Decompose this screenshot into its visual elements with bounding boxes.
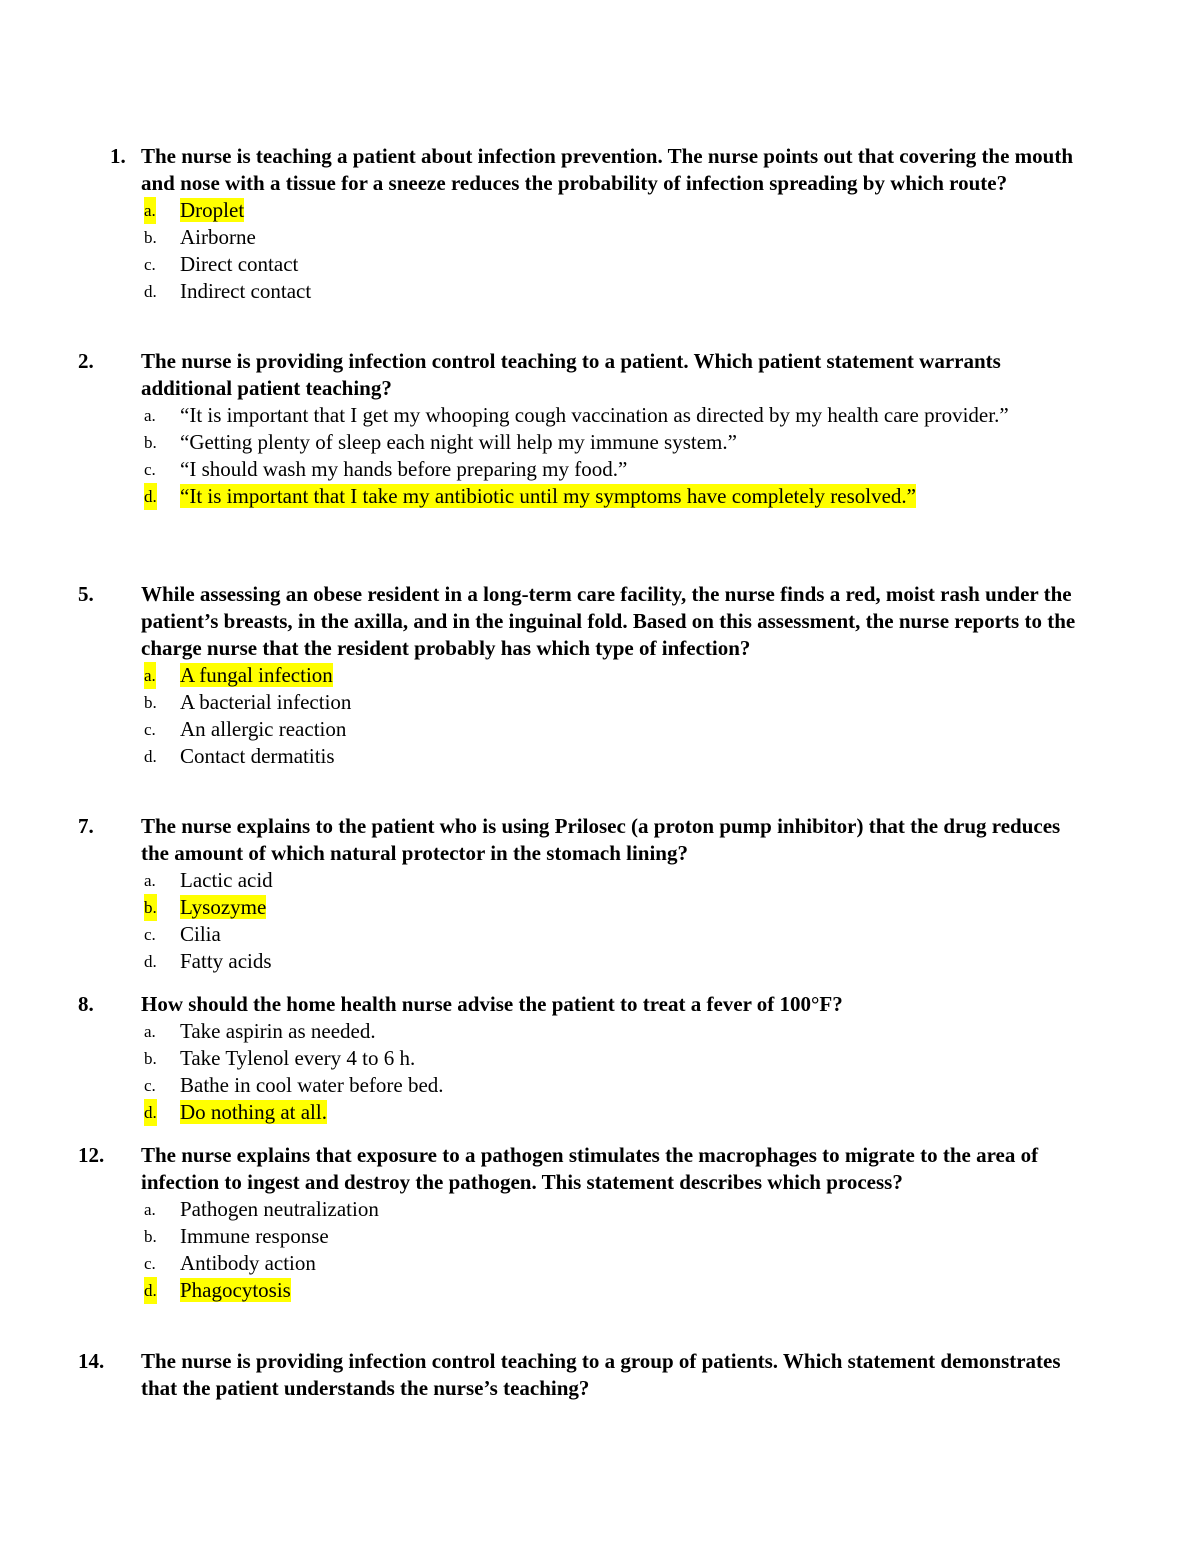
answer-option-d xyxy=(78,483,1078,510)
answer-option-c xyxy=(78,716,1078,743)
option-text: “I should wash my hands before preparing my food.” xyxy=(180,457,628,481)
question-stem xyxy=(78,581,1078,662)
answer-option-a xyxy=(78,1018,1078,1045)
option-text: Bathe in cool water before bed. xyxy=(180,1073,444,1097)
question-number: 7. xyxy=(78,814,94,838)
answer-option-a xyxy=(78,1196,1078,1223)
option-letter: c. xyxy=(144,255,156,274)
question-number: 5. xyxy=(78,582,94,606)
option-text-highlighted: A fungal infection xyxy=(180,663,333,687)
option-text-highlighted: “It is important that I take my antibiotic until my symptoms have completely resolved.” xyxy=(180,484,917,508)
option-text-highlighted: Phagocytosis xyxy=(180,1278,291,1302)
question-number: 1. xyxy=(110,144,126,168)
question-text: The nurse is providing infection control teaching to a group of patients. Which statement demonstrates that the patient understands the nurse’s teaching? xyxy=(141,1349,1061,1400)
option-text: A bacterial infection xyxy=(180,690,352,714)
answer-option-c xyxy=(78,1072,1078,1099)
answer-option-d xyxy=(78,948,1078,975)
option-letter: a. xyxy=(144,406,156,425)
answer-option-a xyxy=(78,662,1078,689)
answer-option-b xyxy=(78,1223,1078,1250)
answer-options xyxy=(78,402,1078,510)
option-text: Take Tylenol every 4 to 6 h. xyxy=(180,1046,416,1070)
answer-option-a xyxy=(78,402,1078,429)
question-text: The nurse is teaching a patient about infection prevention. The nurse points out that covering the mouth and nose with a tissue for a sneeze reduces the probability of infection spreading by which route? xyxy=(141,144,1074,195)
question-12 xyxy=(78,1142,1078,1304)
option-letter: b. xyxy=(144,1049,157,1068)
option-text: Indirect contact xyxy=(180,279,312,303)
answer-option-d xyxy=(78,278,1078,305)
question-number: 8. xyxy=(78,992,94,1016)
answer-options xyxy=(78,1018,1078,1126)
option-letter: c. xyxy=(144,460,156,479)
option-letter: b. xyxy=(144,894,157,921)
answer-options xyxy=(78,867,1078,975)
answer-option-c xyxy=(78,251,1078,278)
question-5 xyxy=(78,581,1078,770)
question-8 xyxy=(78,991,1078,1126)
option-letter: c. xyxy=(144,925,156,944)
option-letter: a. xyxy=(144,871,156,890)
option-letter: d. xyxy=(144,1277,157,1304)
question-text: The nurse explains to the patient who is using Prilosec (a proton pump inhibitor) that the drug reduces the amount of which natural protector in the stomach lining? xyxy=(141,814,1061,865)
option-text: “Getting plenty of sleep each night will help my immune system.” xyxy=(180,430,737,454)
option-text: Contact dermatitis xyxy=(180,744,335,768)
answer-option-d xyxy=(78,1277,1078,1304)
answer-option-b xyxy=(78,894,1078,921)
answer-option-c xyxy=(78,921,1078,948)
question-1 xyxy=(78,143,1078,305)
question-text: The nurse explains that exposure to a pathogen stimulates the macrophages to migrate to the area of infection to ingest and destroy the pathogen. This statement describes which process? xyxy=(141,1143,1039,1194)
option-text: Lactic acid xyxy=(180,868,273,892)
option-text: Antibody action xyxy=(180,1251,316,1275)
option-letter: b. xyxy=(144,433,157,452)
answer-option-b xyxy=(78,1045,1078,1072)
answer-options xyxy=(78,197,1078,305)
option-letter: c. xyxy=(144,720,156,739)
answer-option-b xyxy=(78,689,1078,716)
option-letter: a. xyxy=(144,1200,156,1219)
answer-option-a xyxy=(78,197,1078,224)
option-letter: a. xyxy=(144,1022,156,1041)
question-stem xyxy=(78,1142,1078,1196)
option-text-highlighted: Lysozyme xyxy=(180,895,267,919)
question-stem xyxy=(78,348,1078,402)
question-text: The nurse is providing infection control teaching to a patient. Which patient statement warrants additional patient teaching? xyxy=(141,349,1001,400)
option-text: Airborne xyxy=(180,225,256,249)
option-text: Fatty acids xyxy=(180,949,272,973)
option-text: Pathogen neutralization xyxy=(180,1197,379,1221)
option-letter: d. xyxy=(144,952,157,971)
option-text: Direct contact xyxy=(180,252,299,276)
option-letter: b. xyxy=(144,693,157,712)
option-text-highlighted: Do nothing at all. xyxy=(180,1100,327,1124)
option-letter: d. xyxy=(144,747,157,766)
answer-option-c xyxy=(78,1250,1078,1277)
answer-option-d xyxy=(78,1099,1078,1126)
option-letter: d. xyxy=(144,483,157,510)
question-14 xyxy=(78,1348,1078,1402)
question-stem xyxy=(78,143,1078,197)
question-stem xyxy=(78,991,1078,1018)
question-text: While assessing an obese resident in a long-term care facility, the nurse finds a red, moist rash under the patient’s breasts, in the axilla, and in the inguinal fold. Based on this assessment, the nurse reports to the charge nurse that the resident probably has which type of infection? xyxy=(141,582,1076,660)
option-letter: c. xyxy=(144,1254,156,1273)
option-letter: b. xyxy=(144,228,157,247)
option-text: An allergic reaction xyxy=(180,717,347,741)
answer-option-b xyxy=(78,429,1078,456)
question-number: 2. xyxy=(78,349,94,373)
option-letter: a. xyxy=(144,662,156,689)
answer-option-d xyxy=(78,743,1078,770)
answer-option-a xyxy=(78,867,1078,894)
option-letter: b. xyxy=(144,1227,157,1246)
option-letter: a. xyxy=(144,197,156,224)
question-number: 14. xyxy=(78,1349,105,1373)
question-number: 12. xyxy=(78,1143,105,1167)
question-stem xyxy=(78,813,1078,867)
question-7 xyxy=(78,813,1078,975)
answer-options xyxy=(78,1196,1078,1304)
question-stem xyxy=(78,1348,1078,1402)
option-text: Cilia xyxy=(180,922,221,946)
answer-option-b xyxy=(78,224,1078,251)
option-text: Immune response xyxy=(180,1224,329,1248)
question-2 xyxy=(78,348,1078,510)
answer-option-c xyxy=(78,456,1078,483)
option-letter: d. xyxy=(144,1099,157,1126)
answer-options xyxy=(78,662,1078,770)
option-letter: d. xyxy=(144,282,157,301)
option-letter: c. xyxy=(144,1076,156,1095)
question-text: How should the home health nurse advise the patient to treat a fever of 100°F? xyxy=(141,992,843,1016)
option-text: “It is important that I get my whooping cough vaccination as directed by my health care provider.” xyxy=(180,403,1009,427)
option-text: Take aspirin as needed. xyxy=(180,1019,376,1043)
option-text-highlighted: Droplet xyxy=(180,198,245,222)
